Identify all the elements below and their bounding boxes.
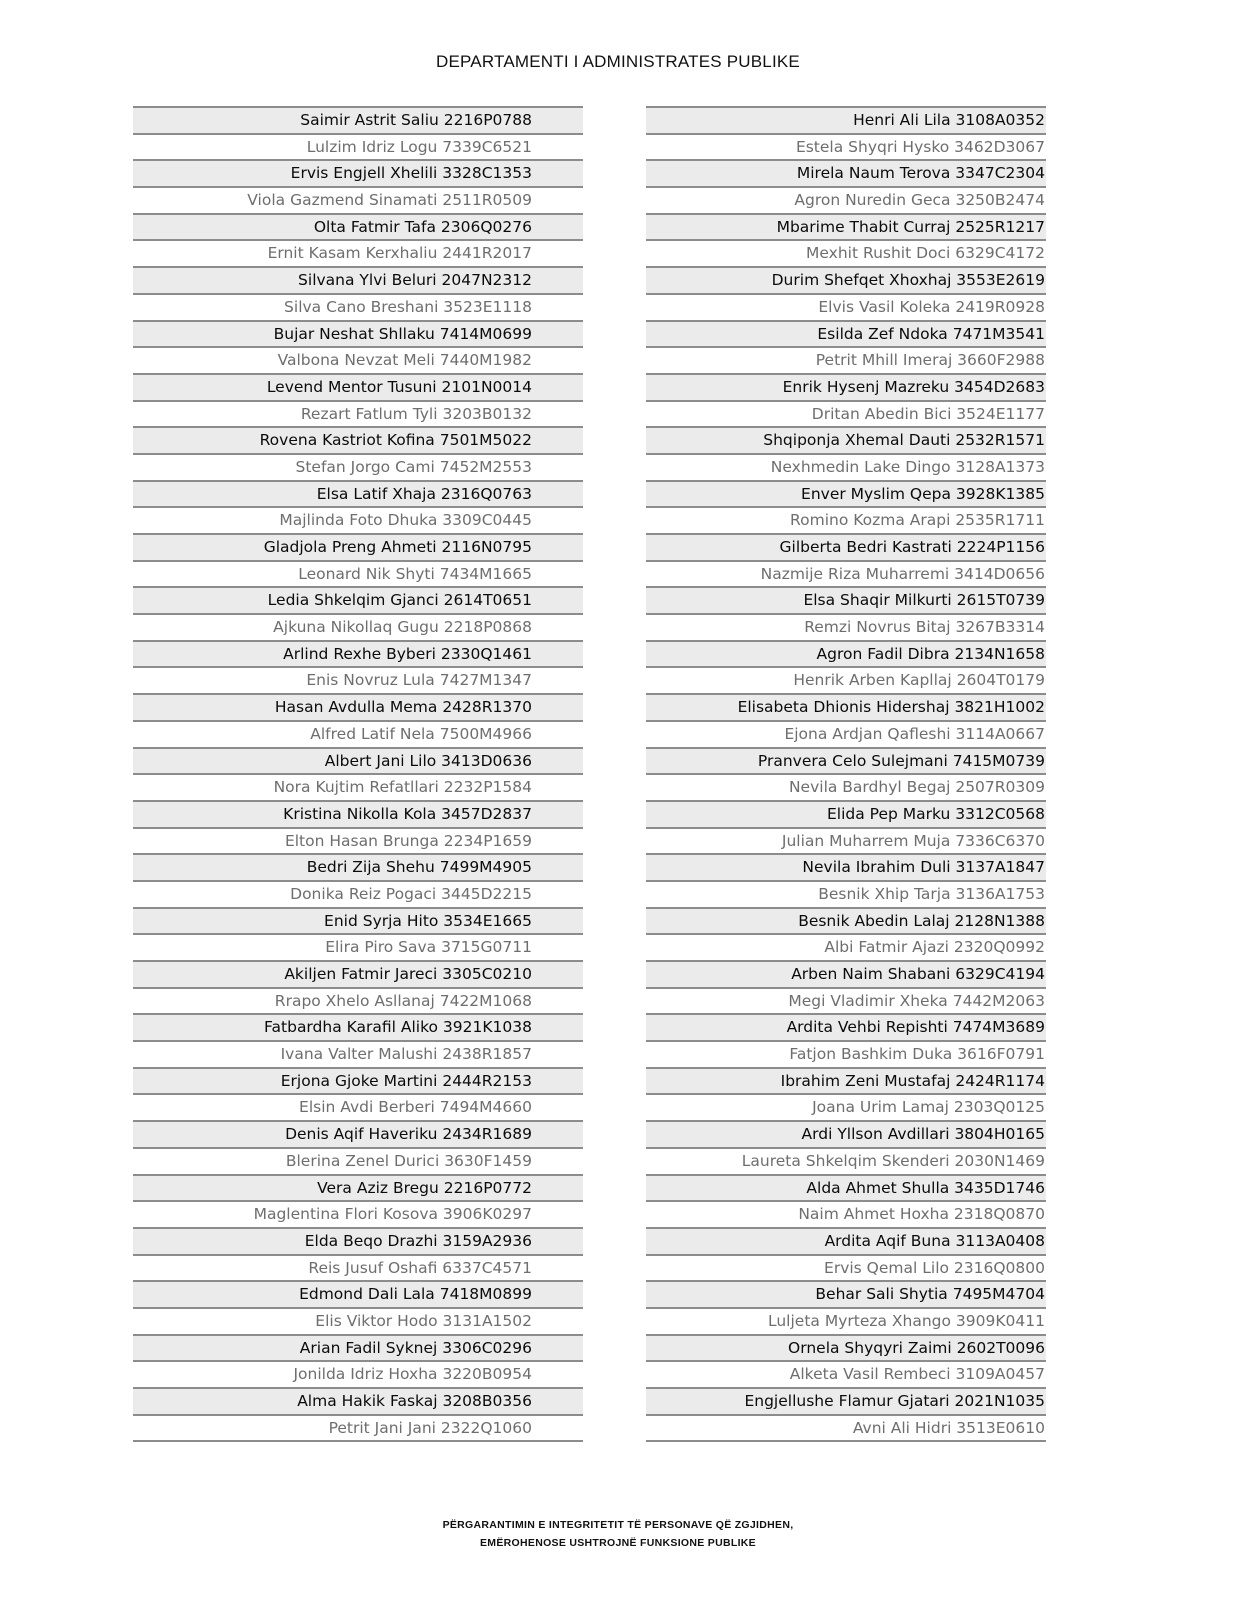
list-item: Reis Jusuf Oshafi 6337C4571 [133,1254,583,1281]
list-item: Edmond Dali Lala 7418M0899 [133,1280,583,1307]
list-item: Ervis Engjell Xhelili 3328C1353 [133,159,583,186]
list-item: Bujar Neshat Shllaku 7414M0699 [133,320,583,347]
list-item: Gladjola Preng Ahmeti 2116N0795 [133,533,583,560]
footer [0,1516,1236,1552]
list-item: Laureta Shkelqim Skenderi 2030N1469 [646,1147,1046,1174]
list-item: Mirela Naum Terova 3347C2304 [646,159,1046,186]
list-item: Henri Ali Lila 3108A0352 [646,106,1046,133]
list-item: Petrit Jani Jani 2322Q1060 [133,1414,583,1441]
list-item: Rrapo Xhelo Asllanaj 7422M1068 [133,987,583,1014]
list-item: Blerina Zenel Durici 3630F1459 [133,1147,583,1174]
list-item: Behar Sali Shytia 7495M4704 [646,1280,1046,1307]
list-item: Nevila Bardhyl Begaj 2507R0309 [646,773,1046,800]
list-item: Stefan Jorgo Cami 7452M2553 [133,453,583,480]
list-item: Pranvera Celo Sulejmani 7415M0739 [646,747,1046,774]
list-item: Maglentina Flori Kosova 3906K0297 [133,1200,583,1227]
list-item: Albi Fatmir Ajazi 2320Q0992 [646,933,1046,960]
list-item: Albert Jani Lilo 3413D0636 [133,747,583,774]
list-item: Elsa Latif Xhaja 2316Q0763 [133,480,583,507]
list-item: Viola Gazmend Sinamati 2511R0509 [133,186,583,213]
list-item: Julian Muharrem Muja 7336C6370 [646,827,1046,854]
list-item: Lulzim Idriz Logu 7339C6521 [133,133,583,160]
list-item: Mexhit Rushit Doci 6329C4172 [646,239,1046,266]
list-item: Akiljen Fatmir Jareci 3305C0210 [133,960,583,987]
list-item: Romino Kozma Arapi 2535R1711 [646,506,1046,533]
list-item: Dritan Abedin Bici 3524E1177 [646,400,1046,427]
list-item: Ivana Valter Malushi 2438R1857 [133,1040,583,1067]
list-item: Levend Mentor Tusuni 2101N0014 [133,373,583,400]
list-item: Ernit Kasam Kerxhaliu 2441R2017 [133,239,583,266]
list-item: Silvana Ylvi Beluri 2047N2312 [133,266,583,293]
list-item: Hasan Avdulla Mema 2428R1370 [133,693,583,720]
list-item: Saimir Astrit Saliu 2216P0788 [133,106,583,133]
list-item: Enis Novruz Lula 7427M1347 [133,666,583,693]
list-item: Ibrahim Zeni Mustafaj 2424R1174 [646,1067,1046,1094]
list-item: Elis Viktor Hodo 3131A1502 [133,1307,583,1334]
list-item: Agron Fadil Dibra 2134N1658 [646,640,1046,667]
list-item: Besnik Xhip Tarja 3136A1753 [646,880,1046,907]
list-item: Donika Reiz Pogaci 3445D2215 [133,880,583,907]
list-item: Alfred Latif Nela 7500M4966 [133,720,583,747]
footer-line-2: EMËROHENOSE USHTROJNË FUNKSIONE PUBLIKE [480,1537,756,1549]
list-item: Shqiponja Xhemal Dauti 2532R1571 [646,426,1046,453]
list-item: Alketa Vasil Rembeci 3109A0457 [646,1360,1046,1387]
list-item: Rovena Kastriot Kofina 7501M5022 [133,426,583,453]
right-name-list [646,106,1046,1442]
page-title: DEPARTAMENTI I ADMINISTRATES PUBLIKE [436,52,800,71]
list-item: Enver Myslim Qepa 3928K1385 [646,480,1046,507]
list-item: Luljeta Myrteza Xhango 3909K0411 [646,1307,1046,1334]
list-item: Megi Vladimir Xheka 7442M2063 [646,987,1046,1014]
list-item: Silva Cano Breshani 3523E1118 [133,293,583,320]
list-item: Enrik Hysenj Mazreku 3454D2683 [646,373,1046,400]
list-item: Bedri Zija Shehu 7499M4905 [133,853,583,880]
list-item: Majlinda Foto Dhuka 3309C0445 [133,506,583,533]
list-item: Ajkuna Nikollaq Gugu 2218P0868 [133,613,583,640]
list-item: Ardita Aqif Buna 3113A0408 [646,1227,1046,1254]
list-item: Nora Kujtim Refatllari 2232P1584 [133,773,583,800]
list-item: Naim Ahmet Hoxha 2318Q0870 [646,1200,1046,1227]
list-item: Esilda Zef Ndoka 7471M3541 [646,320,1046,347]
list-item: Elsin Avdi Berberi 7494M4660 [133,1093,583,1120]
list-item: Estela Shyqri Hysko 3462D3067 [646,133,1046,160]
list-item: Jonilda Idriz Hoxha 3220B0954 [133,1360,583,1387]
list-item: Nevila Ibrahim Duli 3137A1847 [646,853,1046,880]
list-item: Fatbardha Karafil Aliko 3921K1038 [133,1013,583,1040]
list-item: Nazmije Riza Muharremi 3414D0656 [646,560,1046,587]
list-item: Erjona Gjoke Martini 2444R2153 [133,1067,583,1094]
list-item: Elisabeta Dhionis Hidershaj 3821H1002 [646,693,1046,720]
list-item: Alda Ahmet Shulla 3435D1746 [646,1174,1046,1201]
list-item: Gilberta Bedri Kastrati 2224P1156 [646,533,1046,560]
list-bottom-rule [133,1440,583,1442]
list-item: Leonard Nik Shyti 7434M1665 [133,560,583,587]
list-item: Ardita Vehbi Repishti 7474M3689 [646,1013,1046,1040]
list-item: Elda Beqo Drazhi 3159A2936 [133,1227,583,1254]
list-item: Olta Fatmir Tafa 2306Q0276 [133,213,583,240]
list-item: Agron Nuredin Geca 3250B2474 [646,186,1046,213]
list-item: Elsa Shaqir Milkurti 2615T0739 [646,586,1046,613]
list-item: Elira Piro Sava 3715G0711 [133,933,583,960]
list-item: Engjellushe Flamur Gjatari 2021N1035 [646,1387,1046,1414]
list-item: Valbona Nevzat Meli 7440M1982 [133,346,583,373]
list-item: Elida Pep Marku 3312C0568 [646,800,1046,827]
list-item: Ardi Yllson Avdillari 3804H0165 [646,1120,1046,1147]
list-item: Arben Naim Shabani 6329C4194 [646,960,1046,987]
list-item: Henrik Arben Kapllaj 2604T0179 [646,666,1046,693]
list-item: Vera Aziz Bregu 2216P0772 [133,1174,583,1201]
list-bottom-rule [646,1440,1046,1442]
list-item: Mbarime Thabit Curraj 2525R1217 [646,213,1046,240]
list-item: Ornela Shyqyri Zaimi 2602T0096 [646,1334,1046,1361]
list-item: Arian Fadil Syknej 3306C0296 [133,1334,583,1361]
list-item: Besnik Abedin Lalaj 2128N1388 [646,907,1046,934]
list-item: Petrit Mhill Imeraj 3660F2988 [646,346,1046,373]
left-name-list [133,106,583,1442]
list-item: Arlind Rexhe Byberi 2330Q1461 [133,640,583,667]
list-item: Elton Hasan Brunga 2234P1659 [133,827,583,854]
footer-line-1: PËRGARANTIMIN E INTEGRITETIT TË PERSONAVE QË ZGJIDHEN, [442,1519,794,1531]
list-item: Alma Hakik Faskaj 3208B0356 [133,1387,583,1414]
list-item: Rezart Fatlum Tyli 3203B0132 [133,400,583,427]
list-item: Fatjon Bashkim Duka 3616F0791 [646,1040,1046,1067]
list-item: Ervis Qemal Lilo 2316Q0800 [646,1254,1046,1281]
list-item: Nexhmedin Lake Dingo 3128A1373 [646,453,1046,480]
list-item: Ledia Shkelqim Gjanci 2614T0651 [133,586,583,613]
list-item: Durim Shefqet Xhoxhaj 3553E2619 [646,266,1046,293]
list-item: Enid Syrja Hito 3534E1665 [133,907,583,934]
list-item: Avni Ali Hidri 3513E0610 [646,1414,1046,1441]
list-item: Denis Aqif Haveriku 2434R1689 [133,1120,583,1147]
list-item: Joana Urim Lamaj 2303Q0125 [646,1093,1046,1120]
list-item: Elvis Vasil Koleka 2419R0928 [646,293,1046,320]
list-item: Ejona Ardjan Qafleshi 3114A0667 [646,720,1046,747]
list-item: Remzi Novrus Bitaj 3267B3314 [646,613,1046,640]
list-item: Kristina Nikolla Kola 3457D2837 [133,800,583,827]
